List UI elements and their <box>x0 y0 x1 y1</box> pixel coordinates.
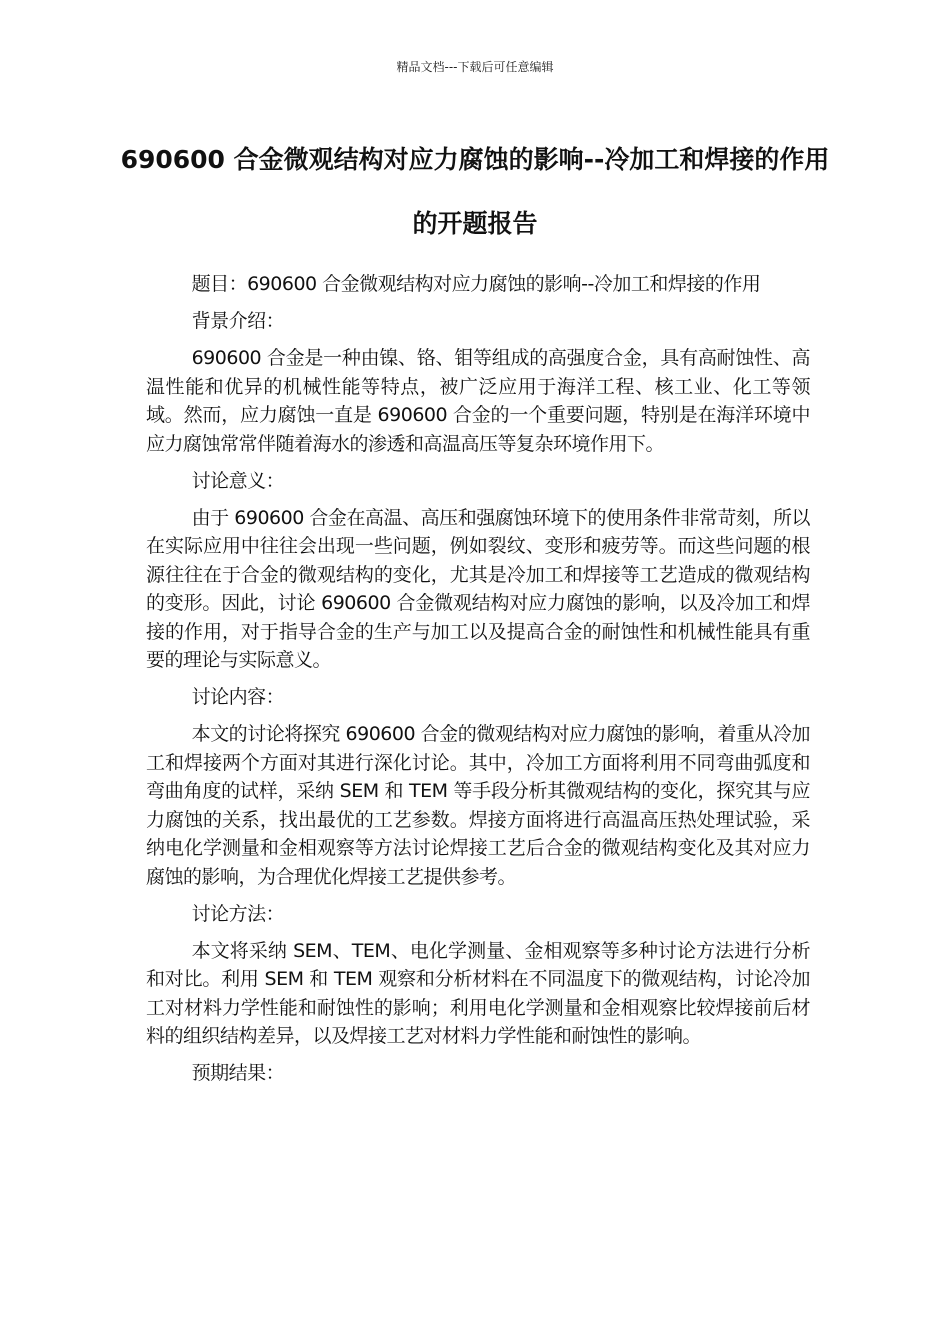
heading-expected-results: 预期结果： <box>191 1062 285 1084</box>
document-body <box>146 270 810 1096</box>
heading-content: 讨论内容： <box>191 686 285 708</box>
paragraph-topic: 题目：690600 合金微观结构对应力腐蚀的影响--冷加工和焊接的作用 <box>191 273 761 295</box>
document-title: 690600 合金微观结构对应力腐蚀的影响--冷加工和焊接的作用的开题报告 <box>120 145 830 238</box>
paragraph-significance: 由于 690600 合金在高温、高压和强腐蚀环境下的使用条件非常苛刻，所以在实际应用中往往会出现一些问题，例如裂纹、变形和疲劳等。而这些问题的根源往往在于合金的微观结构的变化，尤其是冷加工和焊接等工艺造成的微观结构的变形。因此，讨论 690600 合金微观结构对应力腐蚀的影响，以及冷加工和焊接的作用，对于指导合金的生产与加工以及提高合金的耐蚀性和机械性能具有重要的理论与实际意义。 <box>146 506 810 671</box>
page-header-note: 精品文档---下载后可任意编辑 <box>396 60 554 74</box>
paragraph-method: 本文将采纳 SEM、TEM、电化学测量、金相观察等多种讨论方法进行分析和对比。利用 SEM 和 TEM 观察和分析材料在不同温度下的微观结构，讨论冷加工对材料力学性能和耐蚀性的影响；利用电化学测量和金相观察比较焊接前后材料的组织结构差异，以及焊接工艺对材料力学性能和耐蚀性的影响。 <box>146 939 810 1047</box>
paragraph-content: 本文的讨论将探究 690600 合金的微观结构对应力腐蚀的影响，着重从冷加工和焊接两个方面对其进行深化讨论。其中，冷加工方面将利用不同弯曲弧度和弯曲角度的试样，采纳 SEM 和 TEM 等手段分析其微观结构的变化，探究其与应力腐蚀的关系，找出最优的工艺参数。焊接方面将进行高温高压热处理试验，采纳电化学测量和金相观察等方法讨论焊接工艺后合金的微观结构变化及其对应力腐蚀的影响，为合理优化焊接工艺提供参考。 <box>146 723 810 888</box>
heading-method: 讨论方法： <box>191 902 285 925</box>
heading-background: 背景介绍： <box>191 310 285 332</box>
heading-significance: 讨论意义： <box>191 469 285 492</box>
paragraph-background: 690600 合金是一种由镍、铬、钼等组成的高强度合金，具有高耐蚀性、高温性能和优异的机械性能等特点，被广泛应用于海洋工程、核工业、化工等领域。然而，应力腐蚀一直是 690600 合金的一个重要问题，特别是在海洋环境中应力腐蚀常常伴随着海水的渗透和高温高压等复杂环境作用下。 <box>146 347 810 455</box>
